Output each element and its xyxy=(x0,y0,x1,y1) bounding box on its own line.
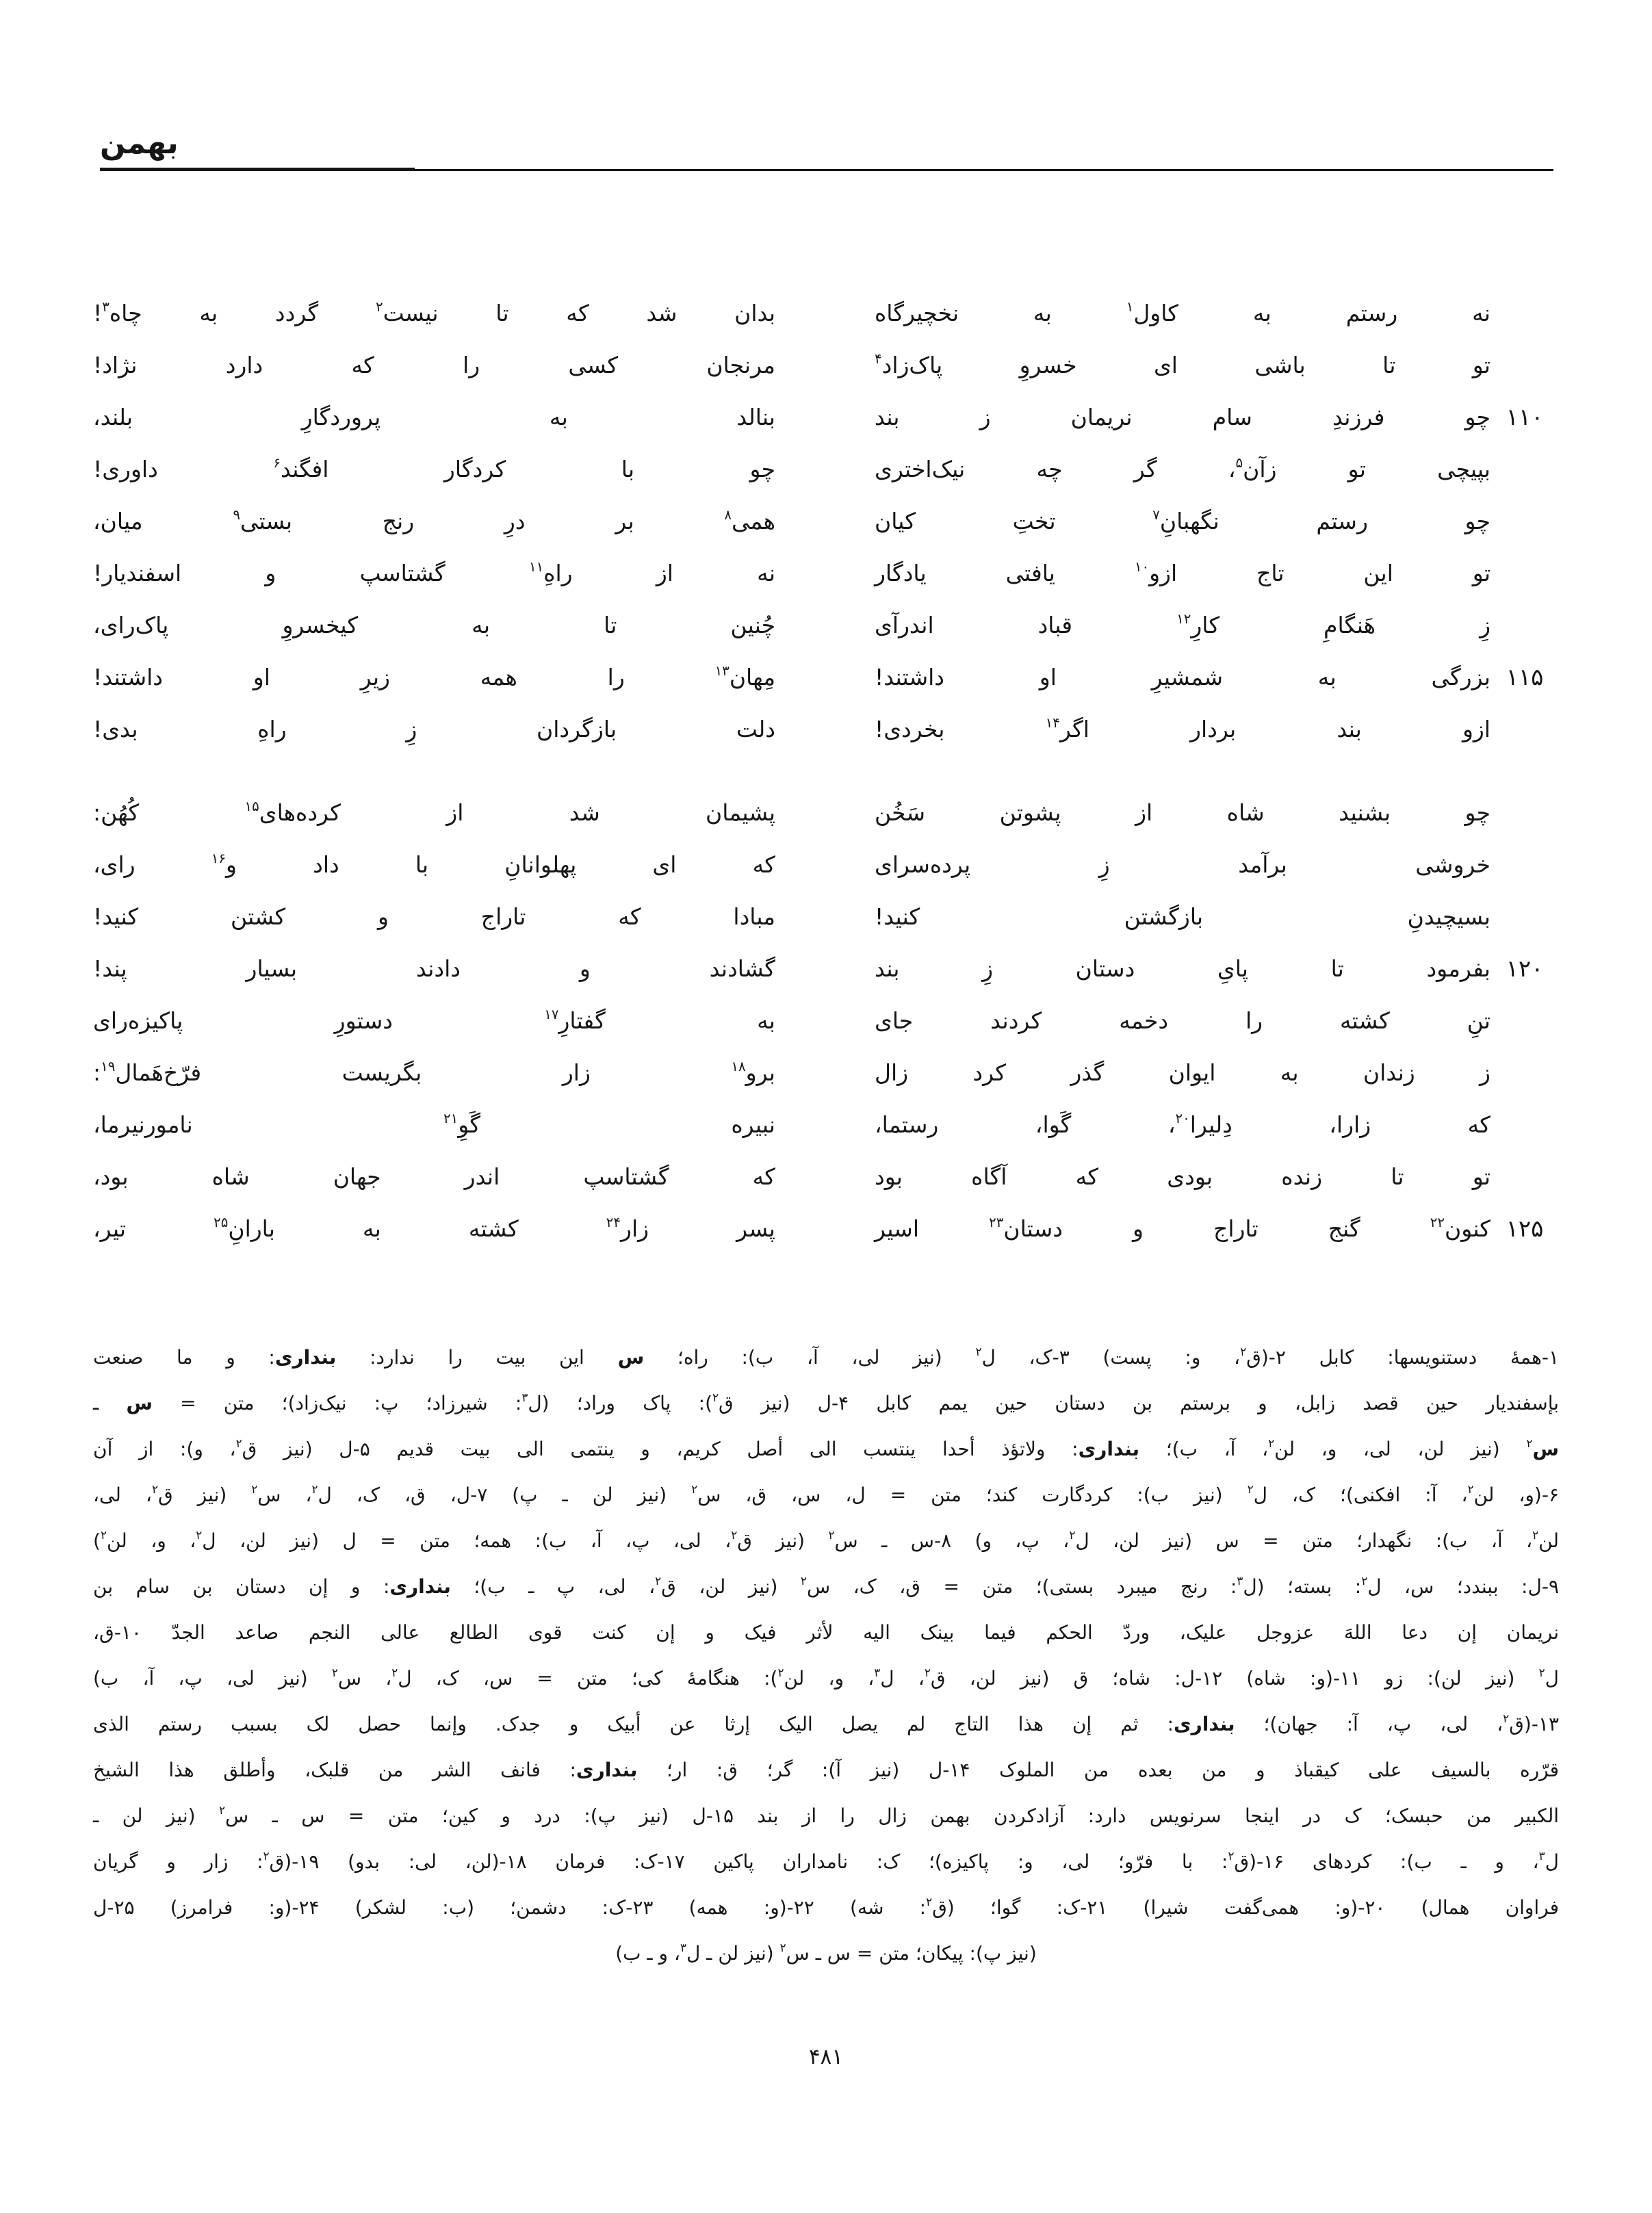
hemistich-left: پسر زار$^{۲۴}$ کشته به بارانِ$^{۲۵}$ تیر، xyxy=(93,1215,775,1243)
hemistich-left: بدان شد که تا نیست$^۲$ گردد به چاه$^۳$! xyxy=(93,299,775,327)
hemistich-left: مِهان$^{۱۳}$ را همه زیرِ او داشتند! xyxy=(93,663,775,691)
footnote-line: قرّره بالسیف علی کیقباذ و من بعده من الملوک ۱۴-ل (نیز آ): گر؛ ق: ار؛ بنداری: فانف الشر من قلبک، وأطلق هذا الشیخ xyxy=(93,1759,1560,1781)
verse-couplet xyxy=(93,787,1559,839)
hemistich-right: که زارا، دِلیرا$^{۲۰}$، گَوا، رستما، xyxy=(875,1111,1490,1139)
verse-couplet xyxy=(93,287,1559,339)
verse-couplet xyxy=(93,1203,1559,1255)
hemistich-left: بنالد به پروردگارِ بلند، xyxy=(93,404,775,431)
hemistich-right: بپیچی تو زآن$^۵$، گر چه نیک‌اختری xyxy=(875,455,1490,483)
verse-couplet xyxy=(93,891,1559,943)
hemistich-left: پشیمان شد از کرده‌های$^{۱۵}$ کُهُن: xyxy=(93,799,776,827)
verse-number: ۱۲۵ xyxy=(1506,1215,1544,1243)
verse-couplet xyxy=(93,943,1559,995)
verse-couplet xyxy=(93,495,1559,547)
verse-couplet xyxy=(93,1047,1559,1099)
verse-couplet xyxy=(93,339,1559,391)
verse-couplet xyxy=(93,443,1559,495)
hemistich-right: ز زندان به ایوان گذر کرد زال xyxy=(875,1059,1490,1087)
hemistich-left: نه از راهِ$^{۱۱}$ گشتاسپ و اسفندیار! xyxy=(93,559,775,587)
hemistich-right: تو تا باشی ای خسروِ پاک‌زاد$^۴$ xyxy=(875,351,1490,379)
hemistich-right: خروشی برآمد زِ پرده‌سرای xyxy=(875,851,1490,879)
hemistich-left: مبادا که تاراج و کشتن کنید! xyxy=(93,903,775,931)
hemistich-right: بسیچیدنِ بازگشتن کنید! xyxy=(875,903,1490,931)
hemistich-right: تو تا زنده بودی که آگاه بود xyxy=(875,1163,1490,1191)
footnote-line: فراوان همال) ۲۰-(و: همی‌گفت شیرا) ۲۱-ک: گوا؛ (ق$^۲$: شه) ۲۲-(و: همه) ۲۳-ک: دشمن؛ (ب: لشکر) ۲۴-(و: فرامرز) ۲۵-ل xyxy=(93,1894,1560,1919)
header-rule xyxy=(100,169,1553,171)
footnote-line: ۱-همهٔ دستنویسها: کابل ۲-(ق$^۲$، و: پست) ۳-ک، ل$^۲$ (نیز لی، آ، ب): راه؛ س این بیت را ندارد: بنداری: و ما صنعت xyxy=(93,1344,1559,1369)
footnote-line: س$^۲$ (نیز لن، لی، و، لن$^۲$، آ، ب)؛ بنداری: ولاتؤذ أحدا ینتسب الی أصل کریم، و ینتمی الی بیت قدیم ۵-ل (نیز ق$^۲$، و): از آن xyxy=(93,1436,1560,1460)
footnote-line: نریمان إن دعا اللهَ عزوجل علیک، وردّ الحکم فیما بینک الیه لأثر فیک و إن کنت قوی الطالع عالی النجم صاعد الجدّ ۱۰-ق، xyxy=(93,1621,1559,1644)
verse-number: ۱۱۰ xyxy=(1506,404,1544,431)
hemistich-right: چو فرزندِ سام نریمان ز بند xyxy=(875,404,1490,431)
verse-couplet xyxy=(93,391,1559,443)
verse-couplet xyxy=(93,599,1559,651)
hemistich-left: به گفتارِ$^{۱۷}$ دستورِ پاکیزه‌رای xyxy=(93,1007,775,1035)
verse-couplet xyxy=(93,651,1559,703)
hemistich-left: همی$^۸$ بر درِ رنج بستی$^۹$ میان، xyxy=(93,507,775,535)
footnote-line: (نیز پ): پیکان؛ متن = س ـ س$^۲$ (نیز لن ـ ل$^۳$، و ـ ب) xyxy=(615,1940,1037,1965)
footnote-line: لن$^۲$، آ، ب): نگهدار؛ متن = س (نیز لن، ل$^۲$، پ، و) ۸-س ـ س$^۲$ (نیز ق$^۲$، لی، پ، آ، ب): همه؛ متن = ل (نیز لن، ل$^۲$، و، لن$^۲$) xyxy=(93,1527,1560,1552)
footnote-line: ل$^۳$، و ـ ب): کردهای ۱۶-(ق$^۲$: با فرّو؛ لی، و: پاکیزه)؛ ک: نامداران پاکین ۱۷-ک: فرمان ۱۸-(لن، لی: بدو) ۱۹-(ق$^۲$: زار و گریان xyxy=(93,1848,1559,1873)
hemistich-right: چو بشنید شاه از پشوتن سَخُن xyxy=(875,799,1490,827)
footnote-line: ۶-(و، لن$^۲$، آ: افکنی)؛ ک، ل$^۲$ (نیز ب): کردگارت کند؛ متن = ل، س، ق، س$^۲$ (نیز لن ـ پ) ۷-ل، ق، ک، ل$^۲$، س$^۲$ (نیز ق$^۲$، لی، xyxy=(93,1481,1560,1506)
hemistich-right: نه رستم به کاول$^۱$ به نخچیرگاه xyxy=(875,299,1490,327)
verse-couplet xyxy=(93,995,1559,1047)
hemistich-left: مرنجان کسی را که دارد نژاد! xyxy=(93,352,775,379)
hemistich-left: برو$^{۱۸}$ زار بگریست فرّخ‌هَمال$^{۱۹}$: xyxy=(93,1059,775,1087)
hemistich-right: بفرمود تا پایِ دستان زِ بند xyxy=(875,955,1490,983)
verse-couplet xyxy=(93,703,1559,755)
page-number: ۴۸۱ xyxy=(809,2045,843,2069)
hemistich-left: که گشتاسپ اندر جهان شاه بود، xyxy=(93,1163,775,1191)
footnote-line: بإسفندیار حین قصد زابل، و برستم بن دستان حین یمم کابل ۴-ل (نیز ق$^۲$): پاک وراد؛ (ل$^۳$: شیرزاد؛ پ: نیک‌زاد)؛ متن = س ـ xyxy=(93,1390,1560,1414)
verse-number: ۱۲۰ xyxy=(1506,955,1544,983)
footnote-line: ۹-ل: ببندد؛ س، ل$^۲$: بسته؛ (ل$^۳$: رنج میبرد بستی)؛ متن = ق، ک، س$^۲$ (نیز لن، ق$^۲$، لی، پ ـ ب)؛ بنداری: و إن دستان بن سام بن xyxy=(93,1573,1559,1598)
verse-couplet xyxy=(93,1151,1559,1203)
hemistich-left: دلت بازگردان زِ راهِ بدی! xyxy=(93,716,775,743)
hemistich-right: ازو بند بردار اگر$^{۱۴}$ بخردی! xyxy=(875,715,1490,743)
footnote-line: ۱۳-(ق$^۲$، لی، پ، آ: جهان)؛ بنداری: ثم إن هذا التاج لم یصل الیک إرثا عن أبیک و جدک. وإنما حصل لک بسبب رستم الذی xyxy=(93,1711,1560,1735)
verse-couplet xyxy=(93,839,1559,891)
hemistich-left: چو با کردگار افگند$^۶$ داوری! xyxy=(93,455,775,483)
hemistich-right: تو این تاج ازو$^{۱۰}$ یافتی یادگار xyxy=(875,559,1491,587)
hemistich-left: که ای پهلوانانِ با داد و$^{۱۶}$ رای، xyxy=(93,851,775,879)
footnote-line: ل$^۲$ (نیز لن): زو ۱۱-(و: شاه) ۱۲-ل: شاه؛ ق (نیز لن، ق$^۲$، ل$^۳$، و، لن$^۲$): هنگامهٔ کی؛ متن = س، ک، ل$^۲$، س$^۲$ (نیز لی، پ، آ، ب) xyxy=(93,1665,1559,1690)
running-header-title: بهمن xyxy=(100,126,179,161)
hemistich-right: تنِ کشته را دخمه کردند جای xyxy=(875,1007,1490,1035)
footnote-line: الکبیر من حبسک؛ ک در اینجا سرنویس دارد: آزادکردن بهمن زال را از بند ۱۵-ل (نیز پ): درد و کین؛ متن = س ـ س$^۲$ (نیز لن ـ xyxy=(93,1802,1560,1827)
hemistich-left: گشادند و دادند بسیار پند! xyxy=(93,955,775,983)
poem-section xyxy=(93,287,1559,1255)
verse-number: ۱۱۵ xyxy=(1506,664,1544,691)
hemistich-left: چُنین تا به کیخسروِ پاک‌رای، xyxy=(93,612,775,639)
hemistich-right: کنون$^{۲۲}$ گنج تاراج و دستان$^{۲۳}$ اسیر xyxy=(875,1215,1490,1243)
verse-couplet xyxy=(93,1099,1559,1151)
footnotes-section xyxy=(93,1334,1559,1976)
hemistich-right: چو رستم نگهبانِ$^۷$ تختِ کیان xyxy=(875,507,1490,535)
hemistich-right: زِ هَنگامِ کارِ$^{۱۲}$ قباد اندرآی xyxy=(875,611,1491,639)
verse-couplet xyxy=(93,547,1559,599)
hemistich-right: بزرگی به شمشیرِ او داشتند! xyxy=(875,664,1490,691)
hemistich-left: نبیره گَوِ$^{۲۱}$ نامورنیرما، xyxy=(93,1111,775,1139)
